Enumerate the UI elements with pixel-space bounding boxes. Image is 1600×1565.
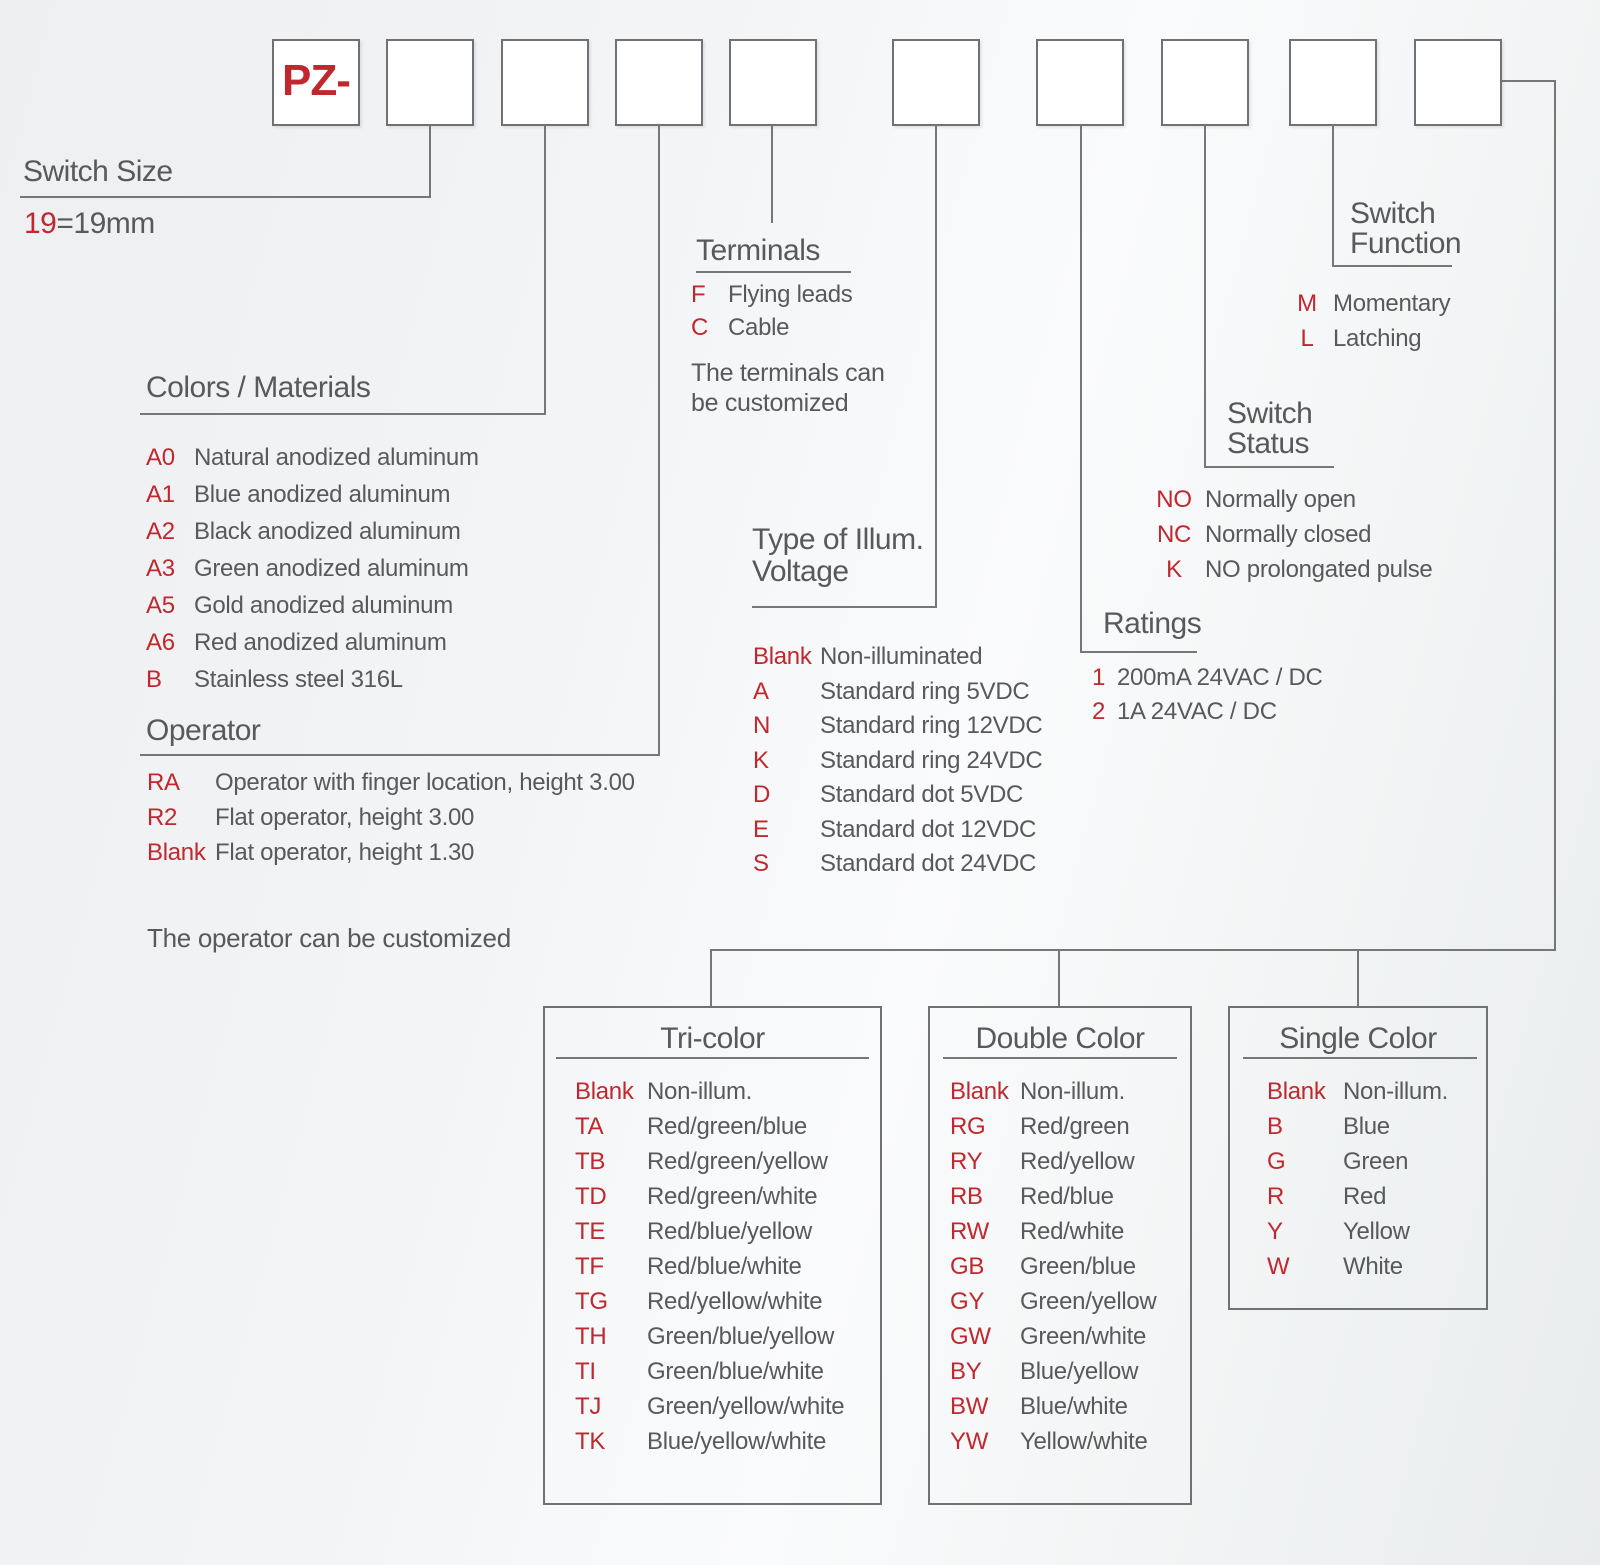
code-row xyxy=(1092,695,1323,729)
switch-status-title-line1: Switch xyxy=(1227,397,1313,430)
code-label: Red anodized aluminum xyxy=(194,628,447,656)
switch-function-title-line1: Switch xyxy=(1350,197,1436,230)
code-value: Blank xyxy=(753,643,812,671)
switch-status-title-line2: Status xyxy=(1227,427,1310,460)
switch-function-list xyxy=(1292,286,1450,356)
code-label: Green/blue/yellow xyxy=(647,1322,835,1350)
illumination-list xyxy=(753,640,1042,882)
code-box-switch-function xyxy=(1289,39,1377,126)
code-label: Operator with finger location, height 3.00 xyxy=(215,768,635,796)
code-value: TD xyxy=(575,1182,607,1210)
code-value: TG xyxy=(575,1287,608,1315)
code-row xyxy=(147,835,635,870)
code-label: White xyxy=(1343,1252,1403,1280)
code-value: A3 xyxy=(146,554,175,582)
code-row xyxy=(950,1389,1156,1424)
code-label: Yellow/white xyxy=(1020,1427,1148,1455)
switch-status-title xyxy=(1227,399,1312,459)
code-row xyxy=(146,550,479,587)
code-value: A1 xyxy=(146,480,175,508)
code-value: BY xyxy=(950,1357,982,1385)
code-row xyxy=(950,1319,1156,1354)
code-row xyxy=(575,1319,844,1354)
code-label: Green/white xyxy=(1020,1322,1147,1350)
code-label: Flat operator, height 3.00 xyxy=(215,803,475,831)
code-label: Flying leads xyxy=(728,280,853,308)
code-label: Green/yellow xyxy=(1020,1287,1157,1315)
illumination-title-line2: Voltage xyxy=(752,555,849,588)
code-label: Non-illum. xyxy=(1343,1077,1449,1105)
code-label: Red/blue xyxy=(1020,1182,1114,1210)
code-label: Red/green/yellow xyxy=(647,1147,828,1175)
code-label: Red/blue/yellow xyxy=(647,1217,812,1245)
code-row xyxy=(575,1284,844,1319)
connector-line xyxy=(1204,466,1334,468)
code-label: Natural anodized aluminum xyxy=(194,443,479,471)
code-value: Blank xyxy=(950,1077,1009,1105)
code-row xyxy=(753,847,1042,882)
code-row xyxy=(691,311,852,344)
terminals-note xyxy=(691,359,885,418)
terminals-title: Terminals xyxy=(696,234,820,267)
code-row xyxy=(575,1179,844,1214)
illumination-title-line1: Type of Illum. xyxy=(752,523,924,556)
code-label: Red/yellow xyxy=(1020,1147,1135,1175)
pz-prefix-box xyxy=(272,39,360,126)
code-row xyxy=(1092,661,1323,695)
connector-line xyxy=(771,126,773,223)
switch-status-list xyxy=(1152,482,1433,587)
code-value: TJ xyxy=(575,1392,602,1420)
operator-list xyxy=(147,765,635,870)
code-value: K xyxy=(753,746,769,774)
code-label: Red/yellow/white xyxy=(647,1287,823,1315)
code-value: N xyxy=(753,712,771,740)
code-value: W xyxy=(1267,1252,1290,1280)
code-value: A6 xyxy=(146,628,175,656)
code-label: Non-illum. xyxy=(647,1077,753,1105)
code-row xyxy=(1267,1144,1448,1179)
code-value: GY xyxy=(950,1287,985,1315)
code-row xyxy=(950,1214,1156,1249)
connector-line xyxy=(140,413,546,415)
code-label: 1A 24VAC / DC xyxy=(1117,698,1277,725)
code-value: A0 xyxy=(146,443,175,471)
code-label: Red/green/blue xyxy=(647,1112,807,1140)
code-row xyxy=(146,513,479,550)
connector-line xyxy=(20,196,431,198)
connector-line xyxy=(1080,651,1197,653)
colors-materials-title: Colors / Materials xyxy=(146,371,371,404)
operator-title: Operator xyxy=(146,714,261,747)
code-label: Blue/yellow xyxy=(1020,1357,1139,1385)
code-row xyxy=(1152,482,1433,517)
code-value: E xyxy=(753,815,769,843)
code-value: NO xyxy=(1156,485,1192,513)
code-row xyxy=(753,778,1042,813)
tri-color-title: Tri-color xyxy=(660,1022,765,1055)
code-label: Gold anodized aluminum xyxy=(194,591,453,619)
code-value: NC xyxy=(1156,520,1192,548)
code-value: RW xyxy=(950,1217,989,1245)
code-row xyxy=(575,1424,844,1459)
terminals-underline xyxy=(696,271,851,273)
code-label: Normally closed xyxy=(1205,520,1372,548)
code-label: Green/blue/white xyxy=(647,1357,824,1385)
code-row xyxy=(575,1214,844,1249)
code-row xyxy=(1267,1109,1448,1144)
code-value: TA xyxy=(575,1112,604,1140)
code-value: TH xyxy=(575,1322,607,1350)
code-row xyxy=(1292,321,1450,356)
code-value: R2 xyxy=(147,803,178,831)
code-row xyxy=(575,1074,844,1109)
connector-line xyxy=(658,126,660,756)
code-row xyxy=(147,800,635,835)
code-row xyxy=(1292,286,1450,321)
code-row xyxy=(950,1109,1156,1144)
code-row xyxy=(146,587,479,624)
connector-line xyxy=(1058,951,1060,1007)
code-value: BW xyxy=(950,1392,989,1420)
code-label: Black anodized aluminum xyxy=(194,517,461,545)
code-value: B xyxy=(1267,1112,1283,1140)
code-box-switch-status xyxy=(1161,39,1249,126)
terminals-list xyxy=(691,278,852,344)
code-value: TE xyxy=(575,1217,606,1245)
code-row xyxy=(146,661,479,698)
double-color-underline xyxy=(943,1057,1177,1059)
code-label: Standard dot 12VDC xyxy=(820,815,1037,843)
code-value: B xyxy=(146,665,162,693)
code-value: L xyxy=(1300,324,1314,352)
double-color-list xyxy=(950,1074,1156,1459)
code-row xyxy=(1152,552,1433,587)
code-label: Red/white xyxy=(1020,1217,1125,1245)
code-label: Standard dot 24VDC xyxy=(820,850,1037,878)
connector-line xyxy=(710,951,712,1007)
code-value: GW xyxy=(950,1322,991,1350)
code-label: Blue/yellow/white xyxy=(647,1427,826,1455)
code-value: Blank xyxy=(1267,1077,1326,1105)
code-label: Flat operator, height 1.30 xyxy=(215,838,475,866)
switch-function-title xyxy=(1350,199,1461,259)
code-value: F xyxy=(691,280,706,308)
code-value: A5 xyxy=(146,591,175,619)
switch-function-title-line2: Function xyxy=(1350,227,1462,260)
code-value: YW xyxy=(950,1427,989,1455)
terminals-note-line2: be customized xyxy=(691,388,849,417)
code-label: Latching xyxy=(1333,324,1422,352)
part-prefix: PZ- xyxy=(282,56,350,105)
code-label: Blue xyxy=(1343,1112,1390,1140)
code-row xyxy=(691,278,852,311)
code-label: Stainless steel 316L xyxy=(194,665,403,693)
connector-line xyxy=(1080,126,1082,653)
code-row xyxy=(1267,1179,1448,1214)
switch-size-code: 19 xyxy=(24,207,57,240)
connector-line xyxy=(935,126,937,608)
code-label: Yellow xyxy=(1343,1217,1410,1245)
code-row xyxy=(146,624,479,661)
code-label: Momentary xyxy=(1333,289,1451,317)
code-box-illumination xyxy=(892,39,980,126)
connector-line xyxy=(1357,951,1359,1007)
illumination-title xyxy=(752,524,923,588)
switch-size-value xyxy=(24,207,155,241)
code-label: Green xyxy=(1343,1147,1409,1175)
code-value: R xyxy=(1267,1182,1285,1210)
ratings-list xyxy=(1092,661,1323,729)
code-value: TF xyxy=(575,1252,604,1280)
code-label: Red/blue/white xyxy=(647,1252,802,1280)
single-color-list xyxy=(1267,1074,1448,1284)
code-label: Cable xyxy=(728,313,790,341)
code-label: Non-illum. xyxy=(1020,1077,1126,1105)
single-color-underline xyxy=(1243,1057,1477,1059)
code-box-switch-size xyxy=(386,39,474,126)
code-label: Green anodized aluminum xyxy=(194,554,469,582)
connector-line xyxy=(544,126,546,415)
code-label: Standard ring 5VDC xyxy=(820,677,1030,705)
colors-materials-list xyxy=(146,439,479,698)
code-row xyxy=(146,476,479,513)
code-value: C xyxy=(691,313,709,341)
code-row xyxy=(950,1144,1156,1179)
code-label: Non-illuminated xyxy=(820,643,983,671)
code-value: G xyxy=(1267,1147,1286,1175)
code-value: M xyxy=(1297,289,1317,317)
code-label: NO prolongated pulse xyxy=(1205,555,1433,583)
code-row xyxy=(147,765,635,800)
code-box-operator xyxy=(615,39,703,126)
code-row xyxy=(146,439,479,476)
connector-line xyxy=(1501,80,1556,82)
code-label: Normally open xyxy=(1205,485,1356,513)
code-value: A xyxy=(753,677,769,705)
connector-line xyxy=(1332,126,1334,267)
switch-size-meaning: =19mm xyxy=(56,207,155,240)
code-value: Blank xyxy=(147,838,206,866)
code-label: Standard ring 24VDC xyxy=(820,746,1043,774)
code-value: TK xyxy=(575,1427,606,1455)
code-value: Y xyxy=(1267,1217,1283,1245)
code-row xyxy=(575,1109,844,1144)
code-label: Standard dot 5VDC xyxy=(820,781,1024,809)
code-row xyxy=(753,744,1042,779)
code-row xyxy=(950,1424,1156,1459)
code-row xyxy=(1267,1249,1448,1284)
code-box-terminals xyxy=(729,39,817,126)
code-box-ratings xyxy=(1036,39,1124,126)
code-label: Standard ring 12VDC xyxy=(820,712,1043,740)
switch-size-title: Switch Size xyxy=(23,155,173,188)
code-row xyxy=(575,1354,844,1389)
connector-line xyxy=(752,606,937,608)
tri-color-underline xyxy=(556,1057,869,1059)
code-value: Blank xyxy=(575,1077,634,1105)
code-value: D xyxy=(753,781,771,809)
code-label: Red/green/white xyxy=(647,1182,818,1210)
code-label: Blue/white xyxy=(1020,1392,1128,1420)
code-row xyxy=(575,1144,844,1179)
code-value: 2 xyxy=(1092,698,1106,725)
code-row xyxy=(753,640,1042,675)
code-box-colors-materials xyxy=(501,39,589,126)
tri-color-list xyxy=(575,1074,844,1459)
code-label: Red/green xyxy=(1020,1112,1130,1140)
code-row xyxy=(950,1284,1156,1319)
code-row xyxy=(575,1249,844,1284)
code-value: K xyxy=(1166,555,1182,583)
code-label: Red xyxy=(1343,1182,1387,1210)
connector-line xyxy=(1554,80,1556,951)
code-label: Green/blue xyxy=(1020,1252,1136,1280)
code-value: RG xyxy=(950,1112,986,1140)
code-value: RY xyxy=(950,1147,983,1175)
code-value: RB xyxy=(950,1182,983,1210)
code-row xyxy=(950,1179,1156,1214)
code-value: RA xyxy=(147,768,180,796)
code-label: Blue anodized aluminum xyxy=(194,480,451,508)
code-box-illumination-color xyxy=(1414,39,1502,126)
terminals-note-line1: The terminals can xyxy=(691,359,885,387)
code-value: S xyxy=(753,850,769,878)
code-row xyxy=(1267,1074,1448,1109)
code-row xyxy=(1267,1214,1448,1249)
code-row xyxy=(950,1074,1156,1109)
code-value: 1 xyxy=(1092,664,1106,691)
code-row xyxy=(753,813,1042,848)
code-value: GB xyxy=(950,1252,985,1280)
single-color-title: Single Color xyxy=(1279,1022,1437,1055)
connector-line xyxy=(429,126,431,197)
code-label: 200mA 24VAC / DC xyxy=(1117,664,1323,691)
connector-line xyxy=(1204,126,1206,468)
connector-line xyxy=(140,754,660,756)
code-row xyxy=(575,1389,844,1424)
code-row xyxy=(950,1354,1156,1389)
connector-line xyxy=(710,949,1556,951)
operator-note: The operator can be customized xyxy=(147,923,511,953)
code-value: TI xyxy=(575,1357,596,1385)
code-row xyxy=(753,675,1042,710)
code-label: Green/yellow/white xyxy=(647,1392,845,1420)
code-row xyxy=(1152,517,1433,552)
code-row xyxy=(753,709,1042,744)
code-value: TB xyxy=(575,1147,606,1175)
connector-line xyxy=(1332,265,1452,267)
code-value: A2 xyxy=(146,517,175,545)
code-row xyxy=(950,1249,1156,1284)
double-color-title: Double Color xyxy=(975,1022,1145,1055)
ratings-title: Ratings xyxy=(1103,607,1202,640)
